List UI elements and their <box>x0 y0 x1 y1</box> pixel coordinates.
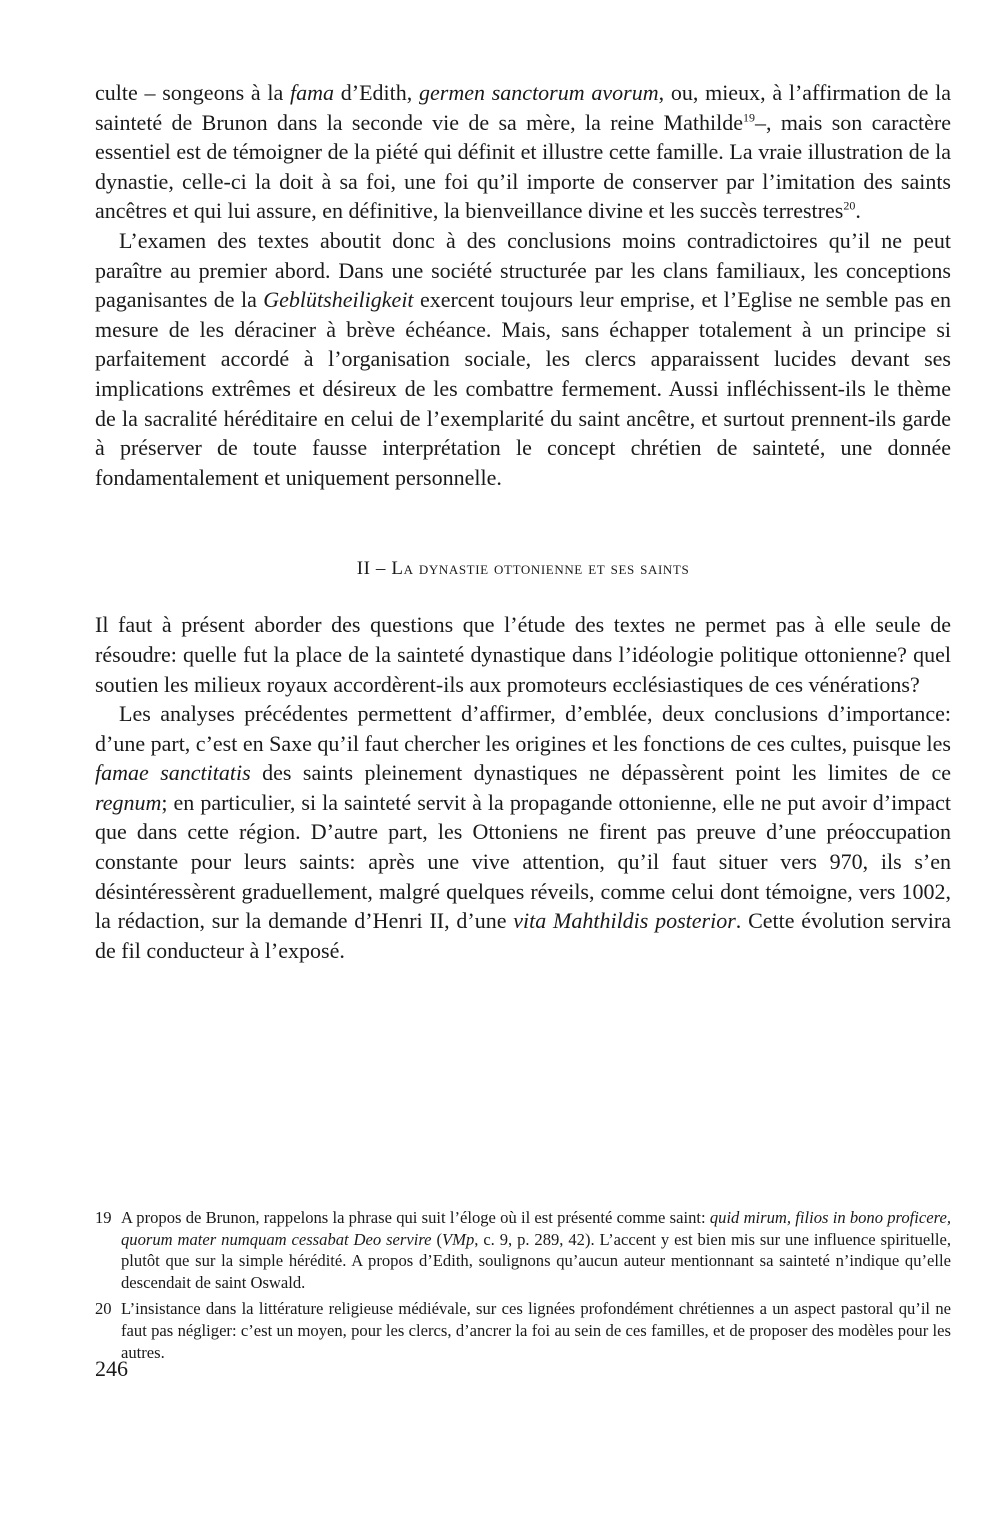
footnote-ref-20[interactable]: 20 <box>843 199 856 214</box>
italic-term: regnum <box>95 789 162 815</box>
text-run: Les analyses précédentes permettent d’affirmer, d’emblée, deux conclusions d’importance: d’une part, c’est en Saxe qu’il faut chercher les origines et les fonctions de ces cultes, puisque les <box>95 701 951 756</box>
text-run: . <box>855 198 861 224</box>
text-run: A propos de Brunon, rappelons la phrase qui suit l’éloge où il est présenté comme saint: <box>121 1208 710 1227</box>
text-run: ; en particulier, si la sainteté servit à la propagande ottonienne, elle ne put avoir d’impact que dans cette région. D’autre part, les Ottoniens ne firent pas preuve d’une préoccupation constante pour leurs saints: après une vive attention, qu’il faut situer vers 970, ils s’en désintéressèrent graduellement, malgré quelques réveils, comme celui dont témoigne, vers 1002, la rédaction, sur la demande d’Henri II, d’une <box>95 789 951 934</box>
text-run: ( <box>431 1229 442 1249</box>
text-run: . Cette évolution servira de fil conducteur à l’exposé. <box>95 908 952 963</box>
footnote-20 <box>95 1298 951 1363</box>
text-run: , c. 9, p. 289, 42). L’accent y est bien mis sur une influence spirituelle, plutôt que sur la simple hérédité. A propos d’Edith, soulignons qu’aucun auteur mentionnant sa sainteté n’indique qu’elle descendait de saint Oswald. <box>121 1229 951 1292</box>
italic-term: fama <box>290 80 335 105</box>
page-body <box>95 78 951 965</box>
footnote-ref-19[interactable]: 19 <box>742 110 755 125</box>
footnote-text <box>121 1207 951 1293</box>
text-run: exercent toujours leur emprise, et l’Eglise ne semble pas en mesure de les déraciner à brève échéance. Mais, sans échapper totalement à un principe si parfaitement accordé à l’organisation sociale, les clercs apparaissent lucides devant ses implications extrêmes et désireux de les combattre fermement. Aussi infléchissent-ils le thème de la sacralité héréditaire en celui de l’exemplarité du saint ancêtre, et surtout prennent-ils garde à préserver de toute fausse interprétation le concept chrétien de sainteté, une donnée fondamentalement et uniquement personnelle. <box>95 287 951 490</box>
italic-term: Geblütsheiligkeit <box>263 287 414 313</box>
paragraph-3: Il faut à présent aborder des questions que l’étude des textes ne permet pas à elle seule de résoudre: quelle fut la place de la sainteté dynastique dans l’idéologie politique ottonienne? quel soutien les milieux royaux accordèrent-ils aux promoteurs ecclésiastiques de ces vénérations? <box>95 612 951 697</box>
italic-term: vita Mahthildis posterior <box>513 908 736 934</box>
text-run: des saints pleinement dynastiques ne dépassèrent point les limites de ce <box>250 760 951 786</box>
paragraph-4 <box>95 699 951 965</box>
paragraph-1 <box>95 78 951 226</box>
italic-quote: quid mirum, filios in bono proficere, quorum mater numquam cessabat Deo servire <box>121 1208 951 1249</box>
footnote-number: 19 <box>95 1208 112 1227</box>
text-run: , ou, mieux, à l’affirmation de la sainteté de Brunon dans la seconde vie de sa mère, la reine Mathilde <box>95 80 951 135</box>
footnote-19 <box>95 1207 951 1293</box>
section-heading: II – La dynastie ottonienne et ses saints <box>356 558 690 580</box>
italic-term: famae sanctitatis <box>95 760 251 786</box>
text-run: –, mais son caractère essentiel est de témoigner de la piété qui définit et illustre cette famille. La vraie illustration de la dynastie, celle-ci la doit à sa foi, une foi qu’il importe de conserver par l’imitation des saints ancêtres et qui lui assure, en définitive, la bienveillance divine et les succès terrestres <box>95 109 951 224</box>
text-run: L’examen des textes aboutit donc à des conclusions moins contradictoires qu’il ne peut paraître au premier abord. Dans une société structurée par les clans familiaux, les conceptions paganisantes de la <box>95 227 951 313</box>
page-number: 246 <box>95 1356 128 1381</box>
text-run: d’Edith, <box>334 80 420 105</box>
text-run: culte – songeons à la <box>95 80 291 105</box>
italic-term: germen sanctorum avorum <box>419 80 659 105</box>
footnotes <box>95 1207 951 1368</box>
footnote-text: L’insistance dans la littérature religieuse médiévale, sur ces lignées profondément chrétiennes a un aspect pastoral qu’il ne faut pas négliger: c’est un moyen, pour les clercs, d’ancrer la foi au sein de ces familles, et de proposer des modèles pour les autres. <box>121 1299 951 1362</box>
footnote-number: 20 <box>95 1299 112 1319</box>
paragraph-2 <box>95 226 951 492</box>
italic-abbrev: VMp <box>442 1229 475 1249</box>
